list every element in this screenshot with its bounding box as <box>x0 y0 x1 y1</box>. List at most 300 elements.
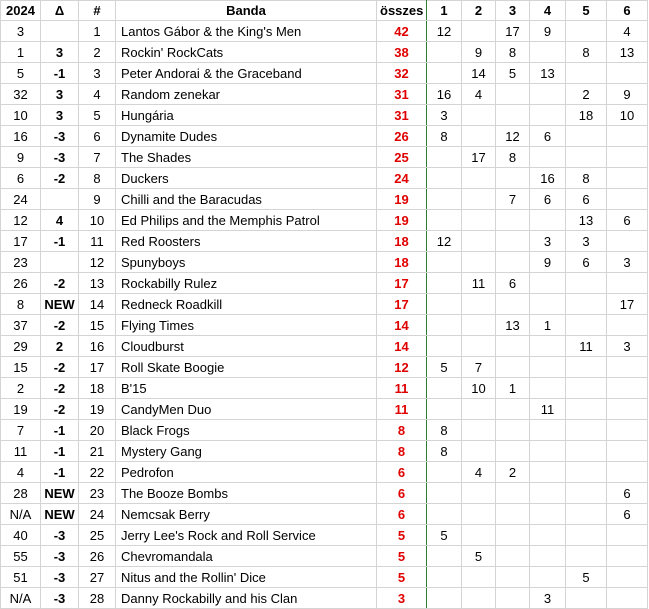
cell-round-5 <box>566 525 607 546</box>
cell-delta: -3 <box>41 588 79 609</box>
cell-round-6 <box>607 420 648 441</box>
cell-round-1: 8 <box>427 420 462 441</box>
cell-round-1 <box>427 252 462 273</box>
table-row <box>1 336 648 357</box>
cell-round-5: 5 <box>566 567 607 588</box>
cell-total: 19 <box>377 189 427 210</box>
cell-round-4: 3 <box>530 231 566 252</box>
cell-rank: 27 <box>79 567 116 588</box>
cell-2024: 6 <box>1 168 41 189</box>
cell-rank: 1 <box>79 21 116 42</box>
cell-band: The Booze Bombs <box>116 483 377 504</box>
cell-round-6 <box>607 63 648 84</box>
table-row <box>1 189 648 210</box>
cell-round-2 <box>462 168 496 189</box>
header-round-4: 4 <box>530 1 566 21</box>
cell-round-5 <box>566 378 607 399</box>
cell-total: 17 <box>377 273 427 294</box>
cell-round-1: 12 <box>427 21 462 42</box>
cell-delta <box>41 252 79 273</box>
cell-2024: 19 <box>1 399 41 420</box>
cell-rank: 5 <box>79 105 116 126</box>
table-row <box>1 252 648 273</box>
cell-round-4 <box>530 420 566 441</box>
cell-round-2: 7 <box>462 357 496 378</box>
cell-round-2 <box>462 231 496 252</box>
table-row <box>1 168 648 189</box>
cell-2024: 10 <box>1 105 41 126</box>
cell-2024: 40 <box>1 525 41 546</box>
cell-round-4 <box>530 525 566 546</box>
cell-round-4: 9 <box>530 21 566 42</box>
cell-round-6: 13 <box>607 42 648 63</box>
cell-2024: 12 <box>1 210 41 231</box>
cell-round-3 <box>496 336 530 357</box>
cell-round-2 <box>462 105 496 126</box>
cell-delta: -2 <box>41 273 79 294</box>
cell-round-2: 4 <box>462 84 496 105</box>
cell-round-1 <box>427 336 462 357</box>
cell-round-6 <box>607 441 648 462</box>
cell-round-4: 13 <box>530 63 566 84</box>
cell-total: 11 <box>377 378 427 399</box>
cell-round-5: 18 <box>566 105 607 126</box>
table-row <box>1 315 648 336</box>
cell-round-1 <box>427 504 462 525</box>
table-row <box>1 210 648 231</box>
cell-round-6 <box>607 588 648 609</box>
cell-delta: NEW <box>41 294 79 315</box>
header-2024: 2024 <box>1 1 41 21</box>
cell-round-1 <box>427 189 462 210</box>
cell-round-4 <box>530 84 566 105</box>
cell-round-5 <box>566 126 607 147</box>
table-row <box>1 294 648 315</box>
cell-round-5: 13 <box>566 210 607 231</box>
cell-round-4 <box>530 567 566 588</box>
cell-round-5: 11 <box>566 336 607 357</box>
cell-delta: -3 <box>41 546 79 567</box>
table-row <box>1 483 648 504</box>
cell-round-4 <box>530 504 566 525</box>
cell-round-1 <box>427 273 462 294</box>
cell-round-1 <box>427 378 462 399</box>
cell-2024: 9 <box>1 147 41 168</box>
cell-round-5: 3 <box>566 231 607 252</box>
cell-total: 12 <box>377 357 427 378</box>
cell-band: Roll Skate Boogie <box>116 357 377 378</box>
cell-delta: -1 <box>41 420 79 441</box>
cell-round-3: 1 <box>496 378 530 399</box>
cell-round-5: 2 <box>566 84 607 105</box>
cell-round-2: 14 <box>462 63 496 84</box>
cell-round-3 <box>496 294 530 315</box>
cell-round-6 <box>607 357 648 378</box>
cell-round-2: 10 <box>462 378 496 399</box>
cell-total: 14 <box>377 315 427 336</box>
cell-rank: 12 <box>79 252 116 273</box>
cell-round-3: 7 <box>496 189 530 210</box>
cell-delta: -2 <box>41 315 79 336</box>
cell-round-1 <box>427 399 462 420</box>
cell-rank: 4 <box>79 84 116 105</box>
cell-delta: 2 <box>41 336 79 357</box>
cell-delta: 4 <box>41 210 79 231</box>
cell-round-1 <box>427 462 462 483</box>
cell-round-5 <box>566 546 607 567</box>
cell-band: Lantos Gábor & the King's Men <box>116 21 377 42</box>
header-rank: # <box>79 1 116 21</box>
cell-band: Random zenekar <box>116 84 377 105</box>
cell-round-4: 9 <box>530 252 566 273</box>
header-round-3: 3 <box>496 1 530 21</box>
cell-total: 3 <box>377 588 427 609</box>
cell-round-1 <box>427 42 462 63</box>
cell-total: 42 <box>377 21 427 42</box>
cell-round-3 <box>496 168 530 189</box>
cell-round-1 <box>427 315 462 336</box>
cell-round-1: 16 <box>427 84 462 105</box>
cell-round-1: 5 <box>427 525 462 546</box>
cell-round-2: 9 <box>462 42 496 63</box>
cell-round-4: 16 <box>530 168 566 189</box>
cell-round-4 <box>530 441 566 462</box>
cell-round-3: 6 <box>496 273 530 294</box>
cell-round-3 <box>496 441 530 462</box>
cell-band: Flying Times <box>116 315 377 336</box>
table-row <box>1 231 648 252</box>
cell-rank: 6 <box>79 126 116 147</box>
table-row <box>1 63 648 84</box>
cell-delta: -1 <box>41 231 79 252</box>
cell-round-6 <box>607 567 648 588</box>
cell-round-5 <box>566 399 607 420</box>
cell-round-6: 17 <box>607 294 648 315</box>
cell-band: Redneck Roadkill <box>116 294 377 315</box>
cell-rank: 13 <box>79 273 116 294</box>
cell-round-1: 3 <box>427 105 462 126</box>
cell-round-1: 5 <box>427 357 462 378</box>
header-total: összes <box>377 1 427 21</box>
cell-2024: 5 <box>1 63 41 84</box>
cell-round-4 <box>530 378 566 399</box>
cell-delta: NEW <box>41 483 79 504</box>
cell-band: Chevromandala <box>116 546 377 567</box>
cell-rank: 23 <box>79 483 116 504</box>
table-row <box>1 420 648 441</box>
cell-round-1 <box>427 483 462 504</box>
cell-rank: 10 <box>79 210 116 231</box>
cell-total: 19 <box>377 210 427 231</box>
cell-total: 6 <box>377 504 427 525</box>
cell-round-1 <box>427 567 462 588</box>
cell-2024: 3 <box>1 21 41 42</box>
cell-round-1: 12 <box>427 231 462 252</box>
cell-delta: -1 <box>41 462 79 483</box>
cell-round-2: 4 <box>462 462 496 483</box>
cell-round-4: 3 <box>530 588 566 609</box>
cell-rank: 11 <box>79 231 116 252</box>
cell-round-3 <box>496 357 530 378</box>
cell-round-1 <box>427 588 462 609</box>
cell-round-2 <box>462 210 496 231</box>
cell-round-2 <box>462 420 496 441</box>
cell-round-3 <box>496 399 530 420</box>
cell-round-3: 5 <box>496 63 530 84</box>
cell-round-5 <box>566 21 607 42</box>
cell-2024: 23 <box>1 252 41 273</box>
cell-round-2 <box>462 441 496 462</box>
cell-round-2 <box>462 126 496 147</box>
table-row <box>1 42 648 63</box>
cell-rank: 3 <box>79 63 116 84</box>
cell-total: 38 <box>377 42 427 63</box>
cell-round-6 <box>607 546 648 567</box>
cell-2024: 15 <box>1 357 41 378</box>
cell-delta: -2 <box>41 357 79 378</box>
cell-round-4: 11 <box>530 399 566 420</box>
cell-round-2 <box>462 567 496 588</box>
cell-rank: 16 <box>79 336 116 357</box>
cell-rank: 19 <box>79 399 116 420</box>
table-body <box>1 21 648 609</box>
cell-band: Pedrofon <box>116 462 377 483</box>
table-row <box>1 84 648 105</box>
cell-band: Rockabilly Rulez <box>116 273 377 294</box>
cell-rank: 24 <box>79 504 116 525</box>
cell-2024: 32 <box>1 84 41 105</box>
cell-2024: 4 <box>1 462 41 483</box>
cell-band: Red Roosters <box>116 231 377 252</box>
cell-round-1 <box>427 168 462 189</box>
cell-2024: 55 <box>1 546 41 567</box>
cell-delta <box>41 21 79 42</box>
table-row <box>1 126 648 147</box>
cell-round-6 <box>607 189 648 210</box>
cell-band: The Shades <box>116 147 377 168</box>
cell-round-6 <box>607 315 648 336</box>
cell-band: Chilli and the Baracudas <box>116 189 377 210</box>
cell-round-5 <box>566 147 607 168</box>
header-row <box>1 1 648 21</box>
table-row <box>1 567 648 588</box>
cell-2024: 51 <box>1 567 41 588</box>
cell-delta: -1 <box>41 441 79 462</box>
cell-delta: 3 <box>41 42 79 63</box>
cell-band: Rockin' RockCats <box>116 42 377 63</box>
cell-delta: -1 <box>41 63 79 84</box>
cell-round-6 <box>607 273 648 294</box>
cell-round-6: 4 <box>607 21 648 42</box>
cell-round-3 <box>496 420 530 441</box>
cell-round-6 <box>607 462 648 483</box>
cell-round-3: 13 <box>496 315 530 336</box>
cell-round-5 <box>566 420 607 441</box>
cell-round-1 <box>427 147 462 168</box>
cell-round-2 <box>462 189 496 210</box>
cell-total: 6 <box>377 462 427 483</box>
cell-delta: -3 <box>41 525 79 546</box>
cell-band: Nemcsak Berry <box>116 504 377 525</box>
table-row <box>1 378 648 399</box>
cell-round-5: 6 <box>566 252 607 273</box>
cell-round-6: 6 <box>607 483 648 504</box>
cell-round-2 <box>462 336 496 357</box>
cell-round-5 <box>566 504 607 525</box>
cell-round-5 <box>566 63 607 84</box>
cell-round-3 <box>496 84 530 105</box>
cell-total: 5 <box>377 546 427 567</box>
cell-round-3 <box>496 546 530 567</box>
cell-round-4 <box>530 483 566 504</box>
cell-round-3 <box>496 252 530 273</box>
cell-delta <box>41 189 79 210</box>
header-band: Banda <box>116 1 377 21</box>
cell-round-1 <box>427 210 462 231</box>
cell-round-4: 6 <box>530 189 566 210</box>
cell-2024: 11 <box>1 441 41 462</box>
cell-total: 26 <box>377 126 427 147</box>
cell-round-6 <box>607 231 648 252</box>
cell-round-3 <box>496 588 530 609</box>
cell-round-2: 5 <box>462 546 496 567</box>
cell-2024: 8 <box>1 294 41 315</box>
cell-round-3 <box>496 567 530 588</box>
cell-rank: 14 <box>79 294 116 315</box>
cell-round-1 <box>427 63 462 84</box>
cell-total: 18 <box>377 231 427 252</box>
cell-round-3 <box>496 504 530 525</box>
cell-band: Spunyboys <box>116 252 377 273</box>
cell-delta: 3 <box>41 84 79 105</box>
cell-round-4 <box>530 336 566 357</box>
cell-total: 5 <box>377 525 427 546</box>
cell-total: 31 <box>377 84 427 105</box>
table-row <box>1 21 648 42</box>
table-row <box>1 105 648 126</box>
cell-total: 14 <box>377 336 427 357</box>
cell-round-3 <box>496 231 530 252</box>
cell-round-6 <box>607 126 648 147</box>
cell-2024: 28 <box>1 483 41 504</box>
cell-total: 31 <box>377 105 427 126</box>
cell-band: B'15 <box>116 378 377 399</box>
cell-round-6: 6 <box>607 210 648 231</box>
cell-rank: 8 <box>79 168 116 189</box>
header-round-1: 1 <box>427 1 462 21</box>
cell-round-2 <box>462 294 496 315</box>
cell-band: Ed Philips and the Memphis Patrol <box>116 210 377 231</box>
table-row <box>1 546 648 567</box>
header-round-2: 2 <box>462 1 496 21</box>
cell-round-6 <box>607 378 648 399</box>
cell-rank: 28 <box>79 588 116 609</box>
cell-round-3: 8 <box>496 42 530 63</box>
cell-total: 25 <box>377 147 427 168</box>
cell-round-3: 12 <box>496 126 530 147</box>
cell-rank: 15 <box>79 315 116 336</box>
cell-round-4 <box>530 273 566 294</box>
cell-2024: N/A <box>1 588 41 609</box>
header-delta: Δ <box>41 1 79 21</box>
cell-total: 8 <box>377 420 427 441</box>
cell-round-5 <box>566 315 607 336</box>
cell-round-1: 8 <box>427 126 462 147</box>
cell-round-1 <box>427 546 462 567</box>
cell-round-6 <box>607 147 648 168</box>
cell-delta: -3 <box>41 147 79 168</box>
cell-2024: 24 <box>1 189 41 210</box>
cell-2024: 17 <box>1 231 41 252</box>
cell-band: Hungária <box>116 105 377 126</box>
cell-round-4 <box>530 357 566 378</box>
cell-round-4 <box>530 147 566 168</box>
cell-round-5 <box>566 273 607 294</box>
cell-rank: 21 <box>79 441 116 462</box>
cell-round-6: 3 <box>607 336 648 357</box>
cell-2024: 7 <box>1 420 41 441</box>
cell-rank: 25 <box>79 525 116 546</box>
cell-round-4 <box>530 105 566 126</box>
cell-band: Peter Andorai & the Graceband <box>116 63 377 84</box>
cell-rank: 18 <box>79 378 116 399</box>
cell-round-3 <box>496 210 530 231</box>
cell-round-6: 3 <box>607 252 648 273</box>
cell-band: Dynamite Dudes <box>116 126 377 147</box>
cell-round-5 <box>566 483 607 504</box>
table-row <box>1 462 648 483</box>
cell-band: Duckers <box>116 168 377 189</box>
cell-round-2: 17 <box>462 147 496 168</box>
cell-round-3 <box>496 483 530 504</box>
cell-2024: 2 <box>1 378 41 399</box>
cell-delta: -2 <box>41 399 79 420</box>
cell-delta: -3 <box>41 126 79 147</box>
cell-round-4: 1 <box>530 315 566 336</box>
cell-rank: 22 <box>79 462 116 483</box>
cell-round-5 <box>566 588 607 609</box>
cell-2024: 26 <box>1 273 41 294</box>
cell-round-3 <box>496 525 530 546</box>
cell-round-5 <box>566 441 607 462</box>
cell-total: 18 <box>377 252 427 273</box>
cell-delta: 3 <box>41 105 79 126</box>
header-round-5: 5 <box>566 1 607 21</box>
cell-round-2 <box>462 21 496 42</box>
table-row <box>1 147 648 168</box>
cell-round-6: 6 <box>607 504 648 525</box>
cell-total: 32 <box>377 63 427 84</box>
table-row <box>1 357 648 378</box>
cell-rank: 20 <box>79 420 116 441</box>
cell-total: 5 <box>377 567 427 588</box>
cell-round-4 <box>530 462 566 483</box>
cell-round-3: 17 <box>496 21 530 42</box>
cell-round-2 <box>462 399 496 420</box>
cell-round-6 <box>607 399 648 420</box>
cell-total: 17 <box>377 294 427 315</box>
cell-total: 11 <box>377 399 427 420</box>
cell-delta: -3 <box>41 567 79 588</box>
cell-2024: 1 <box>1 42 41 63</box>
cell-round-5 <box>566 462 607 483</box>
cell-rank: 7 <box>79 147 116 168</box>
cell-total: 24 <box>377 168 427 189</box>
table-row <box>1 504 648 525</box>
cell-round-6: 10 <box>607 105 648 126</box>
table-row <box>1 273 648 294</box>
table-row <box>1 588 648 609</box>
